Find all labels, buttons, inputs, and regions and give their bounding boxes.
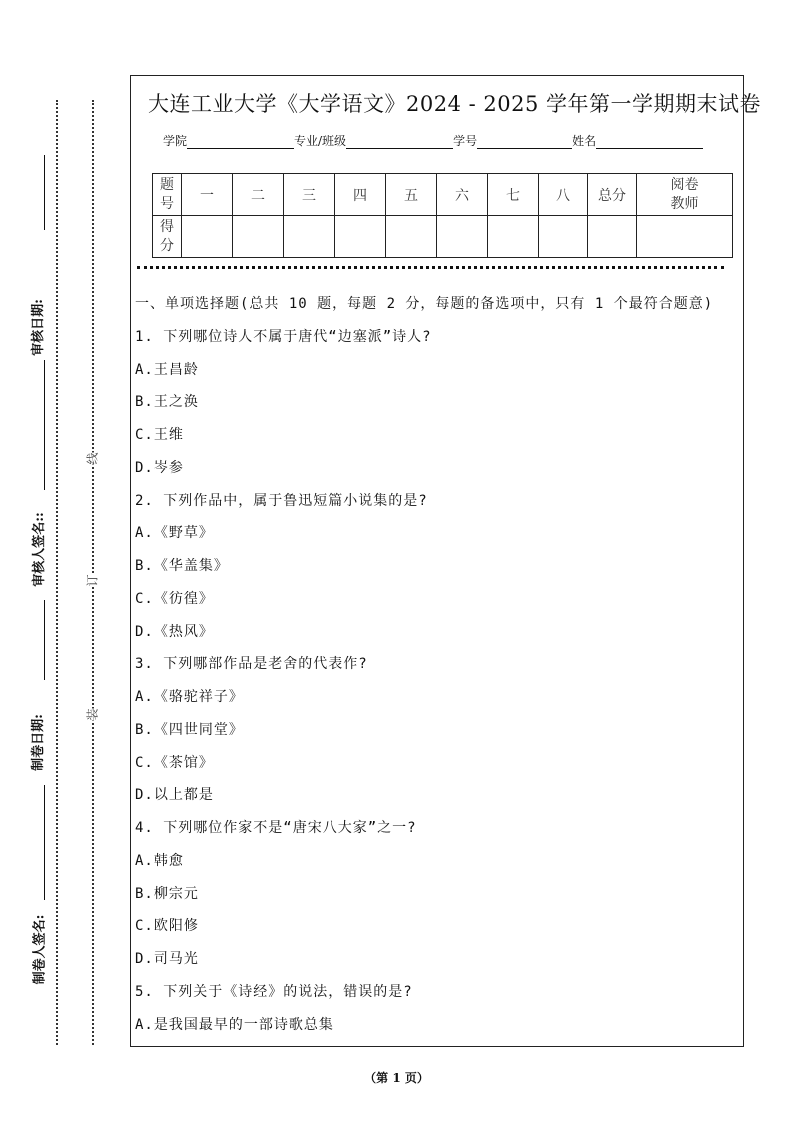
score-header-label: 一	[200, 187, 214, 204]
score-header-label: 三	[302, 187, 316, 204]
score-header-label: 五	[404, 187, 418, 204]
binding-mark-xian: 线	[85, 452, 100, 465]
answer-option: D.以上都是	[135, 787, 214, 804]
signature-line	[44, 785, 45, 900]
exam-title: 大连工业大学《大学语文》2024 - 2025 学年第一学期期末试卷	[148, 92, 762, 116]
score-label: 得分	[160, 218, 174, 254]
answer-option: C.欧阳修	[135, 918, 199, 935]
score-label-cell	[153, 216, 182, 258]
major-field[interactable]	[346, 135, 453, 149]
review-date-label: 审核日期:	[30, 299, 46, 356]
answer-option: D.《热风》	[135, 623, 214, 640]
college-field[interactable]	[187, 135, 294, 149]
question-text: 5. 下列关于《诗经》的说法，错误的是?	[135, 983, 413, 1000]
score-header-cell	[539, 174, 588, 216]
score-cell[interactable]	[386, 216, 437, 258]
score-cell[interactable]	[637, 216, 733, 258]
score-cell[interactable]	[588, 216, 637, 258]
answer-option: C.王维	[135, 427, 184, 443]
student-id-field[interactable]	[477, 135, 572, 149]
answer-option: D.司马光	[135, 951, 199, 967]
score-header-cell	[182, 174, 233, 216]
section-divider	[137, 266, 724, 269]
answer-option: B.《四世同堂》	[135, 721, 244, 738]
question-text: 4. 下列哪位作家不是“唐宋八大家”之一?	[135, 820, 417, 836]
score-header-label: 六	[455, 187, 469, 204]
score-header-cell	[437, 174, 488, 216]
score-header-cell	[335, 174, 386, 216]
binding-line	[92, 100, 94, 1045]
cut-line-outer	[56, 100, 58, 1045]
name-label: 姓名	[572, 134, 597, 148]
answer-option: A.《骆驼祥子》	[135, 689, 244, 705]
score-cell[interactable]	[335, 216, 386, 258]
signature-line	[44, 155, 45, 230]
answer-option: A.是我国最早的一部诗歌总集	[135, 1016, 334, 1033]
college-label: 学院	[163, 134, 188, 148]
major-label: 专业/班级	[294, 134, 347, 148]
answer-option: C.《彷徨》	[135, 590, 214, 607]
answer-option: B.柳宗元	[135, 885, 199, 902]
question-text: 1. 下列哪位诗人不属于唐代“边塞派”诗人?	[135, 328, 432, 345]
score-cell[interactable]	[233, 216, 284, 258]
compile-date-label: 制卷日期:	[30, 714, 46, 771]
name-field[interactable]	[596, 135, 703, 149]
page-number: （第 1 页）	[364, 1071, 429, 1085]
question-text: 3. 下列哪部作品是老舍的代表作?	[135, 656, 368, 673]
score-header-label: 七	[506, 187, 520, 204]
signature-line	[44, 600, 45, 680]
score-cell[interactable]	[284, 216, 335, 258]
score-cell[interactable]	[488, 216, 539, 258]
answer-option: B.王之涣	[135, 394, 199, 411]
answer-option: B.《华盖集》	[135, 558, 229, 574]
binding-mark-zhuang: 装	[85, 708, 100, 721]
student-id-label: 学号	[453, 134, 478, 148]
score-header-cell	[637, 174, 733, 216]
answer-option: A.韩愈	[135, 852, 184, 869]
section-heading: 一、单项选择题(总共 10 题，每题 2 分，每题的备选项中，只有 1 个最符合题意)	[135, 296, 714, 312]
student-info	[163, 132, 703, 149]
score-cell[interactable]	[182, 216, 233, 258]
answer-option: C.《茶馆》	[135, 754, 214, 771]
question-text: 2. 下列作品中，属于鲁迅短篇小说集的是?	[135, 492, 428, 509]
score-header-label: 总分	[598, 187, 626, 204]
score-header-label: 阅卷教师	[670, 176, 699, 212]
score-table	[152, 173, 733, 258]
answer-option: A.《野草》	[135, 525, 214, 542]
score-header-label: 二	[251, 187, 265, 204]
score-header-cell	[386, 174, 437, 216]
binding-mark-ding: 订	[85, 574, 100, 587]
score-header-label: 四	[353, 187, 367, 204]
score-header-label: 题号	[160, 176, 174, 212]
score-header-cell	[153, 174, 182, 216]
score-cell[interactable]	[437, 216, 488, 258]
signature-line	[44, 360, 45, 490]
answer-option: A.王昌龄	[135, 361, 199, 378]
compiler-signature-label: 制卷人签名:	[32, 914, 48, 985]
score-header-cell	[488, 174, 539, 216]
score-header-cell	[588, 174, 637, 216]
score-row	[153, 216, 733, 258]
reviewer-signature-label: 审核人签名::	[31, 512, 47, 587]
score-header-cell	[284, 174, 335, 216]
score-cell[interactable]	[539, 216, 588, 258]
score-header-cell	[233, 174, 284, 216]
score-header-row	[153, 174, 733, 216]
score-header-label: 八	[556, 187, 570, 204]
answer-option: D.岑参	[135, 459, 184, 476]
